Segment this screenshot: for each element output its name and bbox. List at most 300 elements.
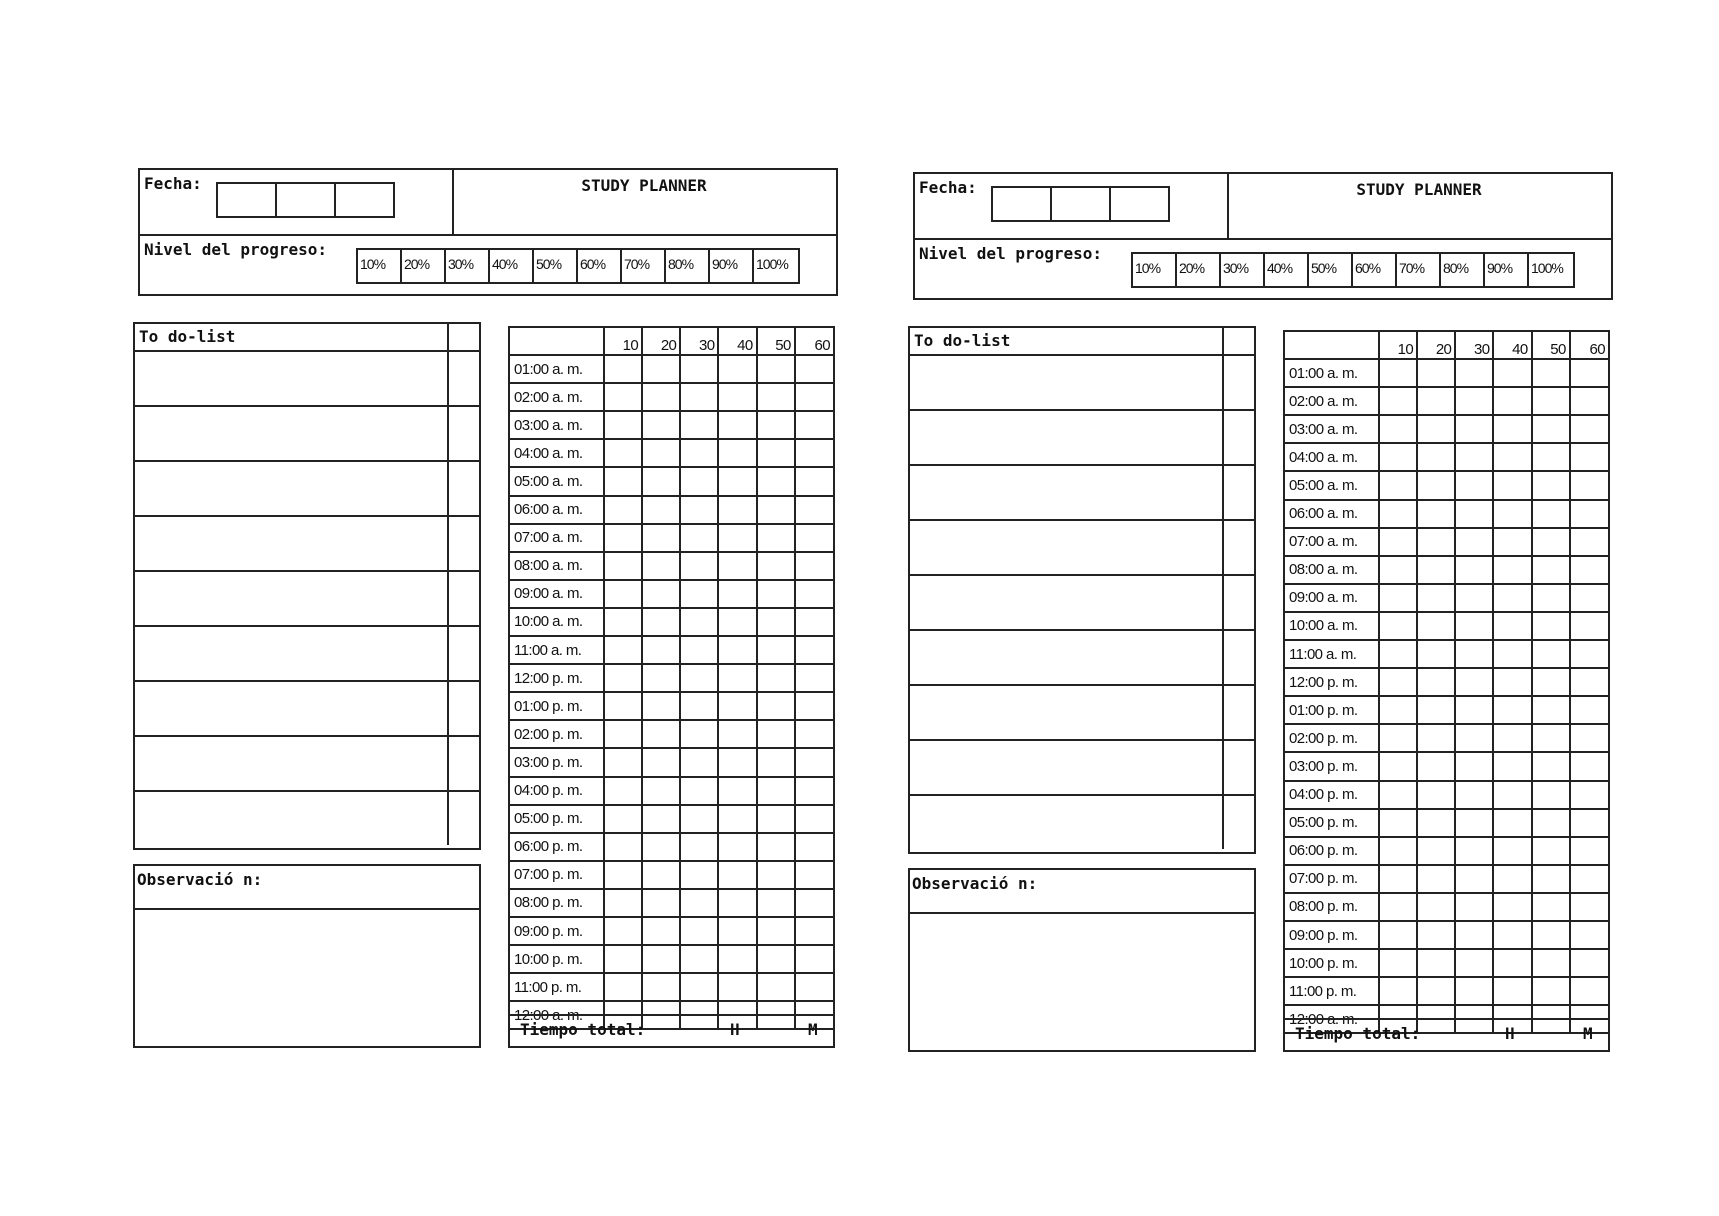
todo-check-cell[interactable]: [1222, 521, 1224, 574]
time-slot-cell[interactable]: [1532, 415, 1570, 443]
time-slot-cell[interactable]: [1532, 865, 1570, 893]
time-slot-cell[interactable]: [604, 692, 642, 720]
time-slot-cell[interactable]: [1417, 781, 1455, 809]
time-slot-cell[interactable]: [680, 355, 718, 383]
time-slot-cell[interactable]: [718, 496, 756, 524]
time-slot-cell[interactable]: [1455, 415, 1493, 443]
time-slot-cell[interactable]: [1570, 809, 1608, 837]
time-slot-cell[interactable]: [1379, 668, 1417, 696]
todo-check-cell[interactable]: [447, 517, 449, 570]
time-slot-cell[interactable]: [642, 917, 680, 945]
time-slot-cell[interactable]: [1570, 387, 1608, 415]
time-slot-cell[interactable]: [1493, 500, 1531, 528]
time-slot-cell[interactable]: [1570, 921, 1608, 949]
todo-check-cell[interactable]: [447, 352, 449, 405]
todo-item[interactable]: [135, 792, 479, 845]
time-slot-cell[interactable]: [1532, 640, 1570, 668]
time-slot-cell[interactable]: [680, 439, 718, 467]
time-slot-cell[interactable]: [1532, 471, 1570, 499]
time-slot-cell[interactable]: [1532, 528, 1570, 556]
todo-check-cell[interactable]: [447, 682, 449, 735]
time-slot-cell[interactable]: [718, 439, 756, 467]
time-slot-cell[interactable]: [1532, 500, 1570, 528]
time-slot-cell[interactable]: [795, 917, 833, 945]
todo-item[interactable]: [135, 627, 479, 682]
time-slot-cell[interactable]: [604, 355, 642, 383]
progress-step-box[interactable]: 70%: [1397, 254, 1441, 286]
time-slot-cell[interactable]: [1570, 443, 1608, 471]
time-slot-cell[interactable]: [1570, 977, 1608, 1005]
progress-step-box[interactable]: 30%: [1221, 254, 1265, 286]
time-slot-cell[interactable]: [718, 748, 756, 776]
time-slot-cell[interactable]: [604, 973, 642, 1001]
time-slot-cell[interactable]: [757, 748, 795, 776]
observation-area[interactable]: [135, 910, 479, 1046]
time-slot-cell[interactable]: [795, 973, 833, 1001]
time-slot-cell[interactable]: [642, 552, 680, 580]
time-slot-cell[interactable]: [757, 580, 795, 608]
time-slot-cell[interactable]: [718, 552, 756, 580]
time-slot-cell[interactable]: [757, 552, 795, 580]
time-slot-cell[interactable]: [1570, 893, 1608, 921]
time-slot-cell[interactable]: [1532, 612, 1570, 640]
time-slot-cell[interactable]: [604, 945, 642, 973]
time-slot-cell[interactable]: [757, 917, 795, 945]
time-slot-cell[interactable]: [1493, 921, 1531, 949]
time-slot-cell[interactable]: [1493, 949, 1531, 977]
time-slot-cell[interactable]: [1570, 415, 1608, 443]
todo-item[interactable]: [135, 352, 479, 407]
time-slot-cell[interactable]: [757, 608, 795, 636]
time-slot-cell[interactable]: [680, 889, 718, 917]
todo-item[interactable]: [910, 796, 1254, 849]
time-slot-cell[interactable]: [604, 720, 642, 748]
date-day-box[interactable]: [993, 188, 1052, 220]
time-slot-cell[interactable]: [1417, 612, 1455, 640]
time-slot-cell[interactable]: [1570, 865, 1608, 893]
time-slot-cell[interactable]: [757, 945, 795, 973]
time-slot-cell[interactable]: [1417, 949, 1455, 977]
time-slot-cell[interactable]: [718, 777, 756, 805]
time-slot-cell[interactable]: [604, 524, 642, 552]
time-slot-cell[interactable]: [1532, 921, 1570, 949]
time-slot-cell[interactable]: [642, 496, 680, 524]
time-slot-cell[interactable]: [795, 383, 833, 411]
time-slot-cell[interactable]: [757, 777, 795, 805]
time-slot-cell[interactable]: [1417, 500, 1455, 528]
time-slot-cell[interactable]: [718, 467, 756, 495]
time-slot-cell[interactable]: [1532, 443, 1570, 471]
time-slot-cell[interactable]: [795, 636, 833, 664]
todo-check-cell[interactable]: [1222, 576, 1224, 629]
time-slot-cell[interactable]: [1455, 865, 1493, 893]
time-slot-cell[interactable]: [642, 636, 680, 664]
time-slot-cell[interactable]: [757, 720, 795, 748]
time-slot-cell[interactable]: [680, 411, 718, 439]
time-slot-cell[interactable]: [604, 608, 642, 636]
time-slot-cell[interactable]: [1493, 809, 1531, 837]
time-slot-cell[interactable]: [1532, 837, 1570, 865]
time-slot-cell[interactable]: [757, 889, 795, 917]
time-slot-cell[interactable]: [1455, 584, 1493, 612]
time-slot-cell[interactable]: [680, 861, 718, 889]
todo-check-cell[interactable]: [1222, 796, 1224, 849]
time-slot-cell[interactable]: [718, 580, 756, 608]
time-slot-cell[interactable]: [757, 439, 795, 467]
time-slot-cell[interactable]: [1379, 781, 1417, 809]
time-slot-cell[interactable]: [642, 889, 680, 917]
time-slot-cell[interactable]: [1417, 865, 1455, 893]
time-slot-cell[interactable]: [1417, 443, 1455, 471]
time-slot-cell[interactable]: [680, 664, 718, 692]
time-slot-cell[interactable]: [1493, 977, 1531, 1005]
date-year-box[interactable]: [1111, 188, 1168, 220]
time-slot-cell[interactable]: [1570, 640, 1608, 668]
time-slot-cell[interactable]: [757, 524, 795, 552]
progress-step-box[interactable]: 20%: [402, 250, 446, 282]
todo-item[interactable]: [135, 737, 479, 792]
todo-check-cell[interactable]: [447, 737, 449, 790]
todo-check-cell[interactable]: [447, 407, 449, 460]
time-slot-cell[interactable]: [718, 861, 756, 889]
time-slot-cell[interactable]: [1493, 865, 1531, 893]
time-slot-cell[interactable]: [1417, 809, 1455, 837]
time-slot-cell[interactable]: [1455, 921, 1493, 949]
progress-step-box[interactable]: 20%: [1177, 254, 1221, 286]
todo-item[interactable]: [910, 631, 1254, 686]
todo-check-cell[interactable]: [1222, 411, 1224, 464]
time-slot-cell[interactable]: [795, 524, 833, 552]
progress-step-box[interactable]: 100%: [1531, 260, 1563, 276]
time-slot-cell[interactable]: [1379, 921, 1417, 949]
time-slot-cell[interactable]: [642, 777, 680, 805]
time-slot-cell[interactable]: [1417, 471, 1455, 499]
time-slot-cell[interactable]: [718, 720, 756, 748]
progress-step-box[interactable]: 80%: [1441, 254, 1485, 286]
time-slot-cell[interactable]: [1493, 584, 1531, 612]
progress-step-box[interactable]: 50%: [1309, 254, 1353, 286]
time-slot-cell[interactable]: [1570, 359, 1608, 387]
time-slot-cell[interactable]: [757, 973, 795, 1001]
time-slot-cell[interactable]: [1532, 781, 1570, 809]
todo-item[interactable]: [135, 517, 479, 572]
todo-check-cell[interactable]: [1222, 631, 1224, 684]
progress-step-box[interactable]: 60%: [1353, 254, 1397, 286]
time-slot-cell[interactable]: [1570, 668, 1608, 696]
time-slot-cell[interactable]: [795, 355, 833, 383]
time-slot-cell[interactable]: [680, 833, 718, 861]
time-slot-cell[interactable]: [1417, 640, 1455, 668]
time-slot-cell[interactable]: [718, 355, 756, 383]
time-slot-cell[interactable]: [1493, 471, 1531, 499]
time-slot-cell[interactable]: [604, 664, 642, 692]
time-slot-cell[interactable]: [795, 748, 833, 776]
time-slot-cell[interactable]: [1417, 668, 1455, 696]
time-slot-cell[interactable]: [795, 608, 833, 636]
todo-check-cell[interactable]: [447, 462, 449, 515]
todo-check-cell[interactable]: [447, 627, 449, 680]
todo-item[interactable]: [910, 741, 1254, 796]
time-slot-cell[interactable]: [718, 664, 756, 692]
time-slot-cell[interactable]: [604, 580, 642, 608]
todo-check-cell[interactable]: [1222, 741, 1224, 794]
time-slot-cell[interactable]: [795, 805, 833, 833]
time-slot-cell[interactable]: [1417, 556, 1455, 584]
time-slot-cell[interactable]: [795, 777, 833, 805]
time-slot-cell[interactable]: [1455, 359, 1493, 387]
time-slot-cell[interactable]: [1455, 893, 1493, 921]
time-slot-cell[interactable]: [795, 889, 833, 917]
time-slot-cell[interactable]: [1379, 724, 1417, 752]
time-slot-cell[interactable]: [718, 917, 756, 945]
time-slot-cell[interactable]: [718, 945, 756, 973]
progress-step-box[interactable]: 60%: [578, 250, 622, 282]
todo-check-cell[interactable]: [1222, 466, 1224, 519]
time-slot-cell[interactable]: [1493, 781, 1531, 809]
time-slot-cell[interactable]: [1379, 359, 1417, 387]
progress-step-box[interactable]: 70%: [622, 250, 666, 282]
time-slot-cell[interactable]: [1532, 977, 1570, 1005]
time-slot-cell[interactable]: [1455, 612, 1493, 640]
time-slot-cell[interactable]: [1570, 528, 1608, 556]
time-slot-cell[interactable]: [1417, 387, 1455, 415]
time-slot-cell[interactable]: [795, 861, 833, 889]
todo-item[interactable]: [910, 411, 1254, 466]
time-slot-cell[interactable]: [1379, 471, 1417, 499]
time-slot-cell[interactable]: [795, 692, 833, 720]
time-slot-cell[interactable]: [680, 636, 718, 664]
time-slot-cell[interactable]: [1493, 752, 1531, 780]
date-month-box[interactable]: [1052, 188, 1111, 220]
time-slot-cell[interactable]: [718, 608, 756, 636]
time-slot-cell[interactable]: [642, 861, 680, 889]
time-slot-cell[interactable]: [1455, 387, 1493, 415]
time-slot-cell[interactable]: [1532, 724, 1570, 752]
time-slot-cell[interactable]: [1455, 471, 1493, 499]
time-slot-cell[interactable]: [1379, 977, 1417, 1005]
time-slot-cell[interactable]: [757, 833, 795, 861]
time-slot-cell[interactable]: [1379, 415, 1417, 443]
todo-check-cell[interactable]: [447, 572, 449, 625]
time-slot-cell[interactable]: [718, 383, 756, 411]
time-slot-cell[interactable]: [718, 805, 756, 833]
time-slot-cell[interactable]: [795, 945, 833, 973]
time-slot-cell[interactable]: [680, 383, 718, 411]
time-slot-cell[interactable]: [757, 636, 795, 664]
time-slot-cell[interactable]: [1417, 415, 1455, 443]
todo-check-cell[interactable]: [1222, 356, 1224, 409]
time-slot-cell[interactable]: [1417, 752, 1455, 780]
time-slot-cell[interactable]: [757, 861, 795, 889]
time-slot-cell[interactable]: [1417, 977, 1455, 1005]
time-slot-cell[interactable]: [1532, 556, 1570, 584]
todo-item[interactable]: [135, 407, 479, 462]
time-slot-cell[interactable]: [604, 833, 642, 861]
time-slot-cell[interactable]: [604, 917, 642, 945]
todo-item[interactable]: [910, 576, 1254, 631]
time-slot-cell[interactable]: [604, 411, 642, 439]
time-slot-cell[interactable]: [680, 608, 718, 636]
time-slot-cell[interactable]: [1570, 500, 1608, 528]
time-slot-cell[interactable]: [642, 524, 680, 552]
time-slot-cell[interactable]: [1493, 415, 1531, 443]
time-slot-cell[interactable]: [642, 355, 680, 383]
time-slot-cell[interactable]: [1493, 893, 1531, 921]
time-slot-cell[interactable]: [1455, 781, 1493, 809]
time-slot-cell[interactable]: [680, 580, 718, 608]
time-slot-cell[interactable]: [1417, 584, 1455, 612]
time-slot-cell[interactable]: [1532, 809, 1570, 837]
time-slot-cell[interactable]: [1570, 584, 1608, 612]
time-slot-cell[interactable]: [1570, 471, 1608, 499]
time-slot-cell[interactable]: [1493, 640, 1531, 668]
time-slot-cell[interactable]: [604, 552, 642, 580]
time-slot-cell[interactable]: [1570, 837, 1608, 865]
date-year-box[interactable]: [336, 184, 393, 216]
time-slot-cell[interactable]: [1417, 837, 1455, 865]
time-slot-cell[interactable]: [795, 664, 833, 692]
time-slot-cell[interactable]: [680, 973, 718, 1001]
progress-step-box[interactable]: 10%: [1133, 254, 1177, 286]
time-slot-cell[interactable]: [680, 720, 718, 748]
time-slot-cell[interactable]: [642, 439, 680, 467]
time-slot-cell[interactable]: [1532, 893, 1570, 921]
time-slot-cell[interactable]: [1570, 949, 1608, 977]
time-slot-cell[interactable]: [1379, 528, 1417, 556]
time-slot-cell[interactable]: [1493, 668, 1531, 696]
time-slot-cell[interactable]: [642, 580, 680, 608]
progress-step-box[interactable]: 30%: [446, 250, 490, 282]
time-slot-cell[interactable]: [604, 383, 642, 411]
time-slot-cell[interactable]: [604, 805, 642, 833]
time-slot-cell[interactable]: [1379, 893, 1417, 921]
time-slot-cell[interactable]: [642, 973, 680, 1001]
time-slot-cell[interactable]: [680, 552, 718, 580]
time-slot-cell[interactable]: [1417, 696, 1455, 724]
time-slot-cell[interactable]: [642, 692, 680, 720]
time-slot-cell[interactable]: [1455, 752, 1493, 780]
time-slot-cell[interactable]: [1455, 809, 1493, 837]
time-slot-cell[interactable]: [1455, 724, 1493, 752]
date-month-box[interactable]: [277, 184, 336, 216]
time-slot-cell[interactable]: [642, 945, 680, 973]
time-slot-cell[interactable]: [604, 636, 642, 664]
time-slot-cell[interactable]: [1570, 612, 1608, 640]
progress-step-box[interactable]: 40%: [1265, 254, 1309, 286]
time-slot-cell[interactable]: [1493, 556, 1531, 584]
time-slot-cell[interactable]: [1493, 724, 1531, 752]
time-slot-cell[interactable]: [1455, 668, 1493, 696]
time-slot-cell[interactable]: [795, 439, 833, 467]
time-slot-cell[interactable]: [795, 552, 833, 580]
time-slot-cell[interactable]: [757, 355, 795, 383]
time-slot-cell[interactable]: [1493, 387, 1531, 415]
progress-step-box[interactable]: 80%: [666, 250, 710, 282]
time-slot-cell[interactable]: [1455, 500, 1493, 528]
time-slot-cell[interactable]: [1379, 584, 1417, 612]
time-slot-cell[interactable]: [1417, 724, 1455, 752]
time-slot-cell[interactable]: [642, 383, 680, 411]
time-slot-cell[interactable]: [718, 524, 756, 552]
time-slot-cell[interactable]: [757, 805, 795, 833]
time-slot-cell[interactable]: [1417, 921, 1455, 949]
time-slot-cell[interactable]: [642, 608, 680, 636]
time-slot-cell[interactable]: [1379, 500, 1417, 528]
todo-item[interactable]: [910, 356, 1254, 411]
todo-item[interactable]: [910, 521, 1254, 576]
time-slot-cell[interactable]: [604, 439, 642, 467]
time-slot-cell[interactable]: [1379, 949, 1417, 977]
time-slot-cell[interactable]: [718, 889, 756, 917]
time-slot-cell[interactable]: [1570, 696, 1608, 724]
time-slot-cell[interactable]: [1455, 443, 1493, 471]
time-slot-cell[interactable]: [604, 748, 642, 776]
time-slot-cell[interactable]: [1532, 696, 1570, 724]
time-slot-cell[interactable]: [1455, 949, 1493, 977]
time-slot-cell[interactable]: [680, 467, 718, 495]
time-slot-cell[interactable]: [718, 833, 756, 861]
time-slot-cell[interactable]: [1455, 528, 1493, 556]
todo-check-cell[interactable]: [447, 792, 449, 845]
todo-item[interactable]: [135, 572, 479, 627]
time-slot-cell[interactable]: [1417, 893, 1455, 921]
time-slot-cell[interactable]: [718, 973, 756, 1001]
time-slot-cell[interactable]: [680, 692, 718, 720]
time-slot-cell[interactable]: [1455, 556, 1493, 584]
time-slot-cell[interactable]: [1379, 865, 1417, 893]
date-day-box[interactable]: [218, 184, 277, 216]
time-slot-cell[interactable]: [1532, 584, 1570, 612]
time-slot-cell[interactable]: [604, 861, 642, 889]
time-slot-cell[interactable]: [1379, 556, 1417, 584]
time-slot-cell[interactable]: [604, 889, 642, 917]
time-slot-cell[interactable]: [1379, 387, 1417, 415]
time-slot-cell[interactable]: [1493, 696, 1531, 724]
time-slot-cell[interactable]: [795, 580, 833, 608]
progress-step-box[interactable]: 90%: [710, 250, 754, 282]
time-slot-cell[interactable]: [604, 777, 642, 805]
progress-step-box[interactable]: 10%: [358, 250, 402, 282]
time-slot-cell[interactable]: [642, 720, 680, 748]
time-slot-cell[interactable]: [795, 833, 833, 861]
time-slot-cell[interactable]: [795, 496, 833, 524]
progress-step-box[interactable]: 90%: [1485, 254, 1529, 286]
time-slot-cell[interactable]: [680, 524, 718, 552]
time-slot-cell[interactable]: [1379, 612, 1417, 640]
time-slot-cell[interactable]: [1379, 696, 1417, 724]
time-slot-cell[interactable]: [604, 496, 642, 524]
time-slot-cell[interactable]: [680, 777, 718, 805]
time-slot-cell[interactable]: [680, 496, 718, 524]
time-slot-cell[interactable]: [1455, 696, 1493, 724]
time-slot-cell[interactable]: [1493, 837, 1531, 865]
progress-step-box[interactable]: 50%: [534, 250, 578, 282]
time-slot-cell[interactable]: [1379, 752, 1417, 780]
time-slot-cell[interactable]: [1570, 724, 1608, 752]
todo-item[interactable]: [910, 686, 1254, 741]
time-slot-cell[interactable]: [642, 411, 680, 439]
time-slot-cell[interactable]: [757, 411, 795, 439]
todo-item[interactable]: [135, 462, 479, 517]
time-slot-cell[interactable]: [1532, 949, 1570, 977]
time-slot-cell[interactable]: [1379, 640, 1417, 668]
time-slot-cell[interactable]: [757, 664, 795, 692]
time-slot-cell[interactable]: [757, 467, 795, 495]
todo-item[interactable]: [910, 466, 1254, 521]
time-slot-cell[interactable]: [795, 467, 833, 495]
time-slot-cell[interactable]: [1532, 668, 1570, 696]
time-slot-cell[interactable]: [680, 945, 718, 973]
